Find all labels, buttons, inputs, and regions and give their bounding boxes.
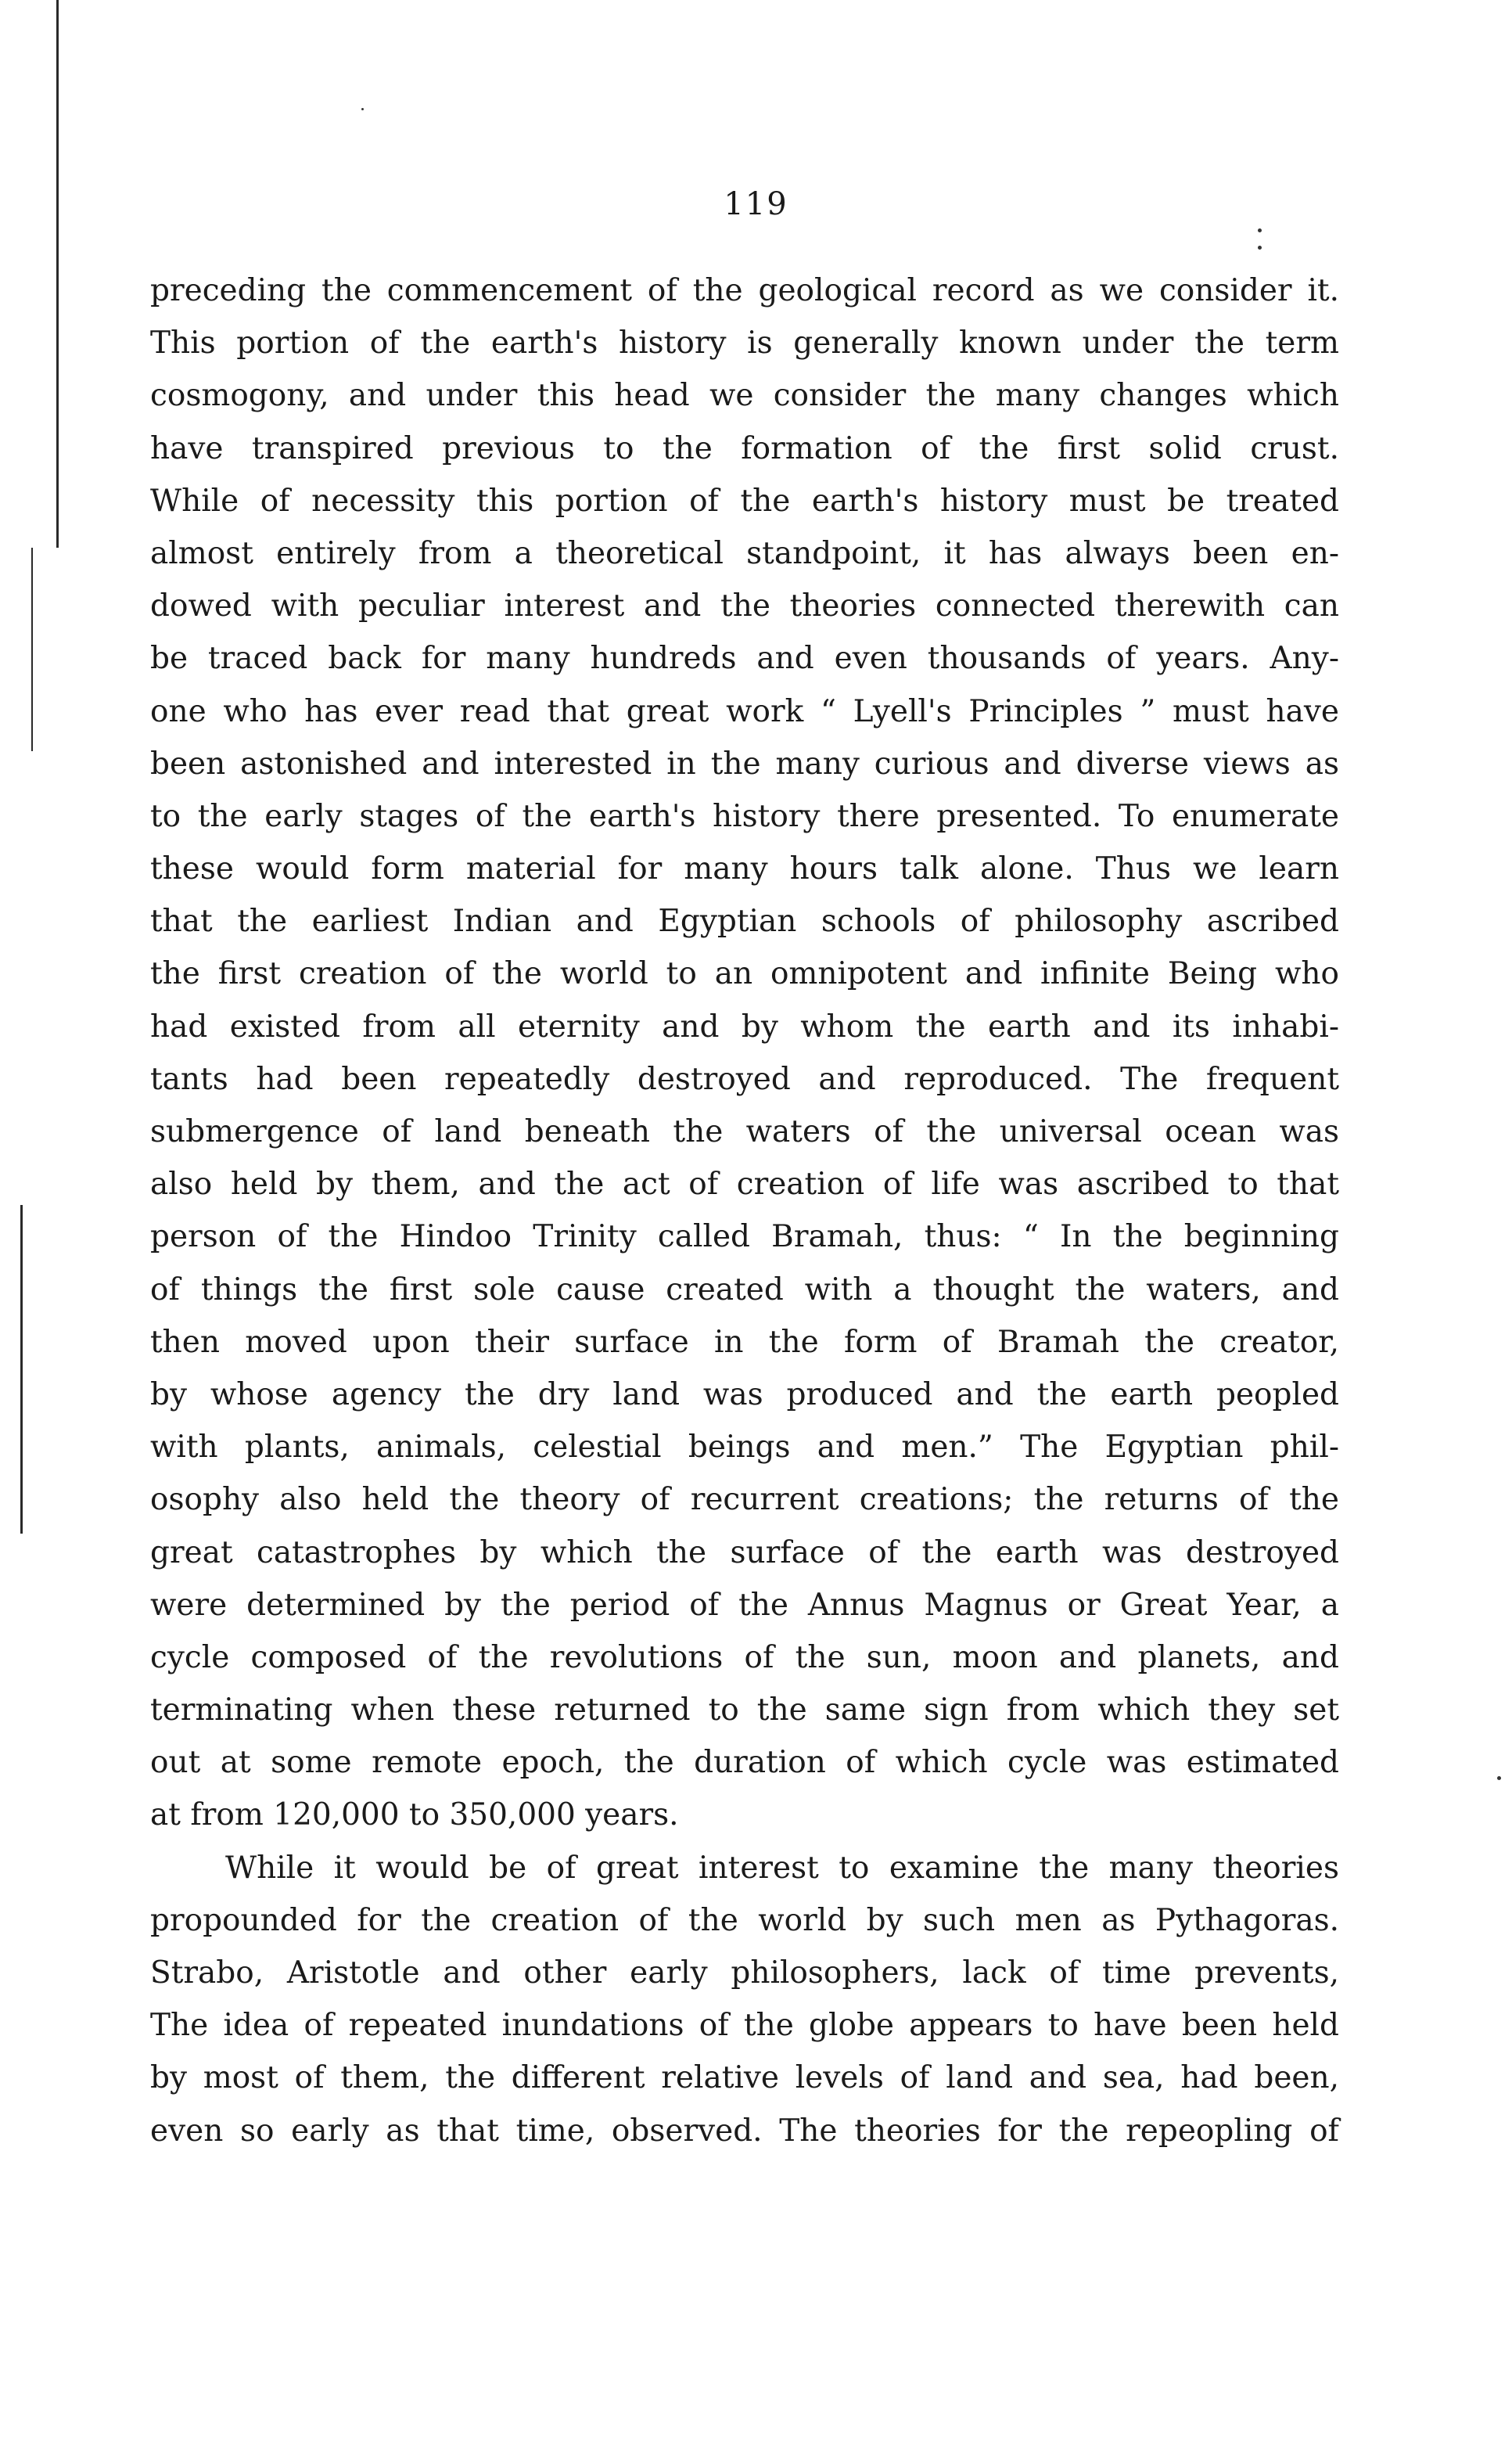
text-line: This portion of the earth's history is generally known under the term [150,326,1339,361]
text-line: The idea of repeated inundations of the globe appears to have been held [150,2008,1339,2044]
scan-speck [1258,246,1262,250]
binding-edge-shadow-top [56,0,59,548]
text-line: the first creation of the world to an omnipotent and infinite Being who [150,956,1339,992]
scan-speck [1258,228,1262,232]
text-line: be traced back for many hundreds and even thousands of years. Any- [150,641,1339,677]
binding-edge-shadow-low [20,1205,23,1534]
text-line: submergence of land beneath the waters of the universal ocean was [150,1114,1339,1149]
text-line: these would form material for many hours talk alone. Thus we learn [150,851,1339,887]
text-line: person of the Hindoo Trinity called Bramah, thus: “ In the beginning [150,1219,1339,1255]
text-line: out at some remote epoch, the duration of which cycle was estimated [150,1745,1339,1781]
text-line: of things the first sole cause created with a thought the waters, and [150,1271,1339,1307]
text-line: by whose agency the dry land was produced and the earth peopled [150,1376,1339,1412]
text-line: great catastrophes by which the surface of the earth was destroyed [150,1534,1339,1570]
text-line: cycle composed of the revolutions of the sun, moon and planets, and [150,1639,1339,1675]
text-line: with plants, animals, celestial beings and men.” The Egyptian phil- [150,1430,1339,1466]
text-line: had existed from all eternity and by whom the earth and its inhabi- [150,1009,1339,1045]
text-line: were determined by the period of the Annus Magnus or Great Year, a [150,1587,1339,1623]
text-line: also held by them, and the act of creation of life was ascribed to that [150,1167,1339,1203]
text-line: Strabo, Aristotle and other early philosophers, lack of time prevents, [150,1955,1339,1991]
scan-speck [361,108,364,110]
text-line: terminating when these returned to the same sign from which they set [150,1692,1339,1728]
body-text [150,264,1339,2157]
text-line: While it would be of great interest to examine the many theories [225,1850,1339,1886]
text-line: to the early stages of the earth's history there presented. To enumerate [150,798,1339,834]
text-line: at from 120,000 to 350,000 years. [150,1797,679,1833]
text-line: tants had been repeatedly destroyed and reproduced. The frequent [150,1061,1339,1097]
binding-edge-shadow-mid [31,548,33,751]
text-line: osophy also held the theory of recurrent creations; the returns of the [150,1482,1339,1518]
text-line: propounded for the creation of the world by such men as Pythagoras. [150,1902,1339,1938]
text-line: been astonished and interested in the many curious and diverse views as [150,746,1339,782]
text-line: have transpired previous to the formation of the first solid crust. [150,430,1339,466]
text-line: almost entirely from a theoretical standpoint, it has always been en- [150,535,1339,571]
text-line: While of necessity this portion of the earth's history must be treated [150,483,1339,519]
text-line: preceding the commencement of the geological record as we consider it. [150,273,1339,308]
text-line: even so early as that time, observed. The theories for the repeopling of [150,2113,1339,2149]
paragraph [150,264,1339,1842]
text-line: that the earliest Indian and Egyptian schools of philosophy ascribed [150,904,1339,940]
text-line: one who has ever read that great work “ Lyell's Principles ” must have [150,693,1339,729]
text-line: by most of them, the different relative levels of land and sea, had been, [150,2060,1339,2096]
text-line: dowed with peculiar interest and the theories connected therewith can [150,588,1339,624]
page-number: 119 [724,186,788,222]
scan-speck [1497,1776,1501,1780]
text-line: cosmogony, and under this head we consider the many changes which [150,378,1339,414]
text-line: then moved upon their surface in the form of Bramah the creator, [150,1324,1339,1360]
paragraph [150,1842,1339,2157]
